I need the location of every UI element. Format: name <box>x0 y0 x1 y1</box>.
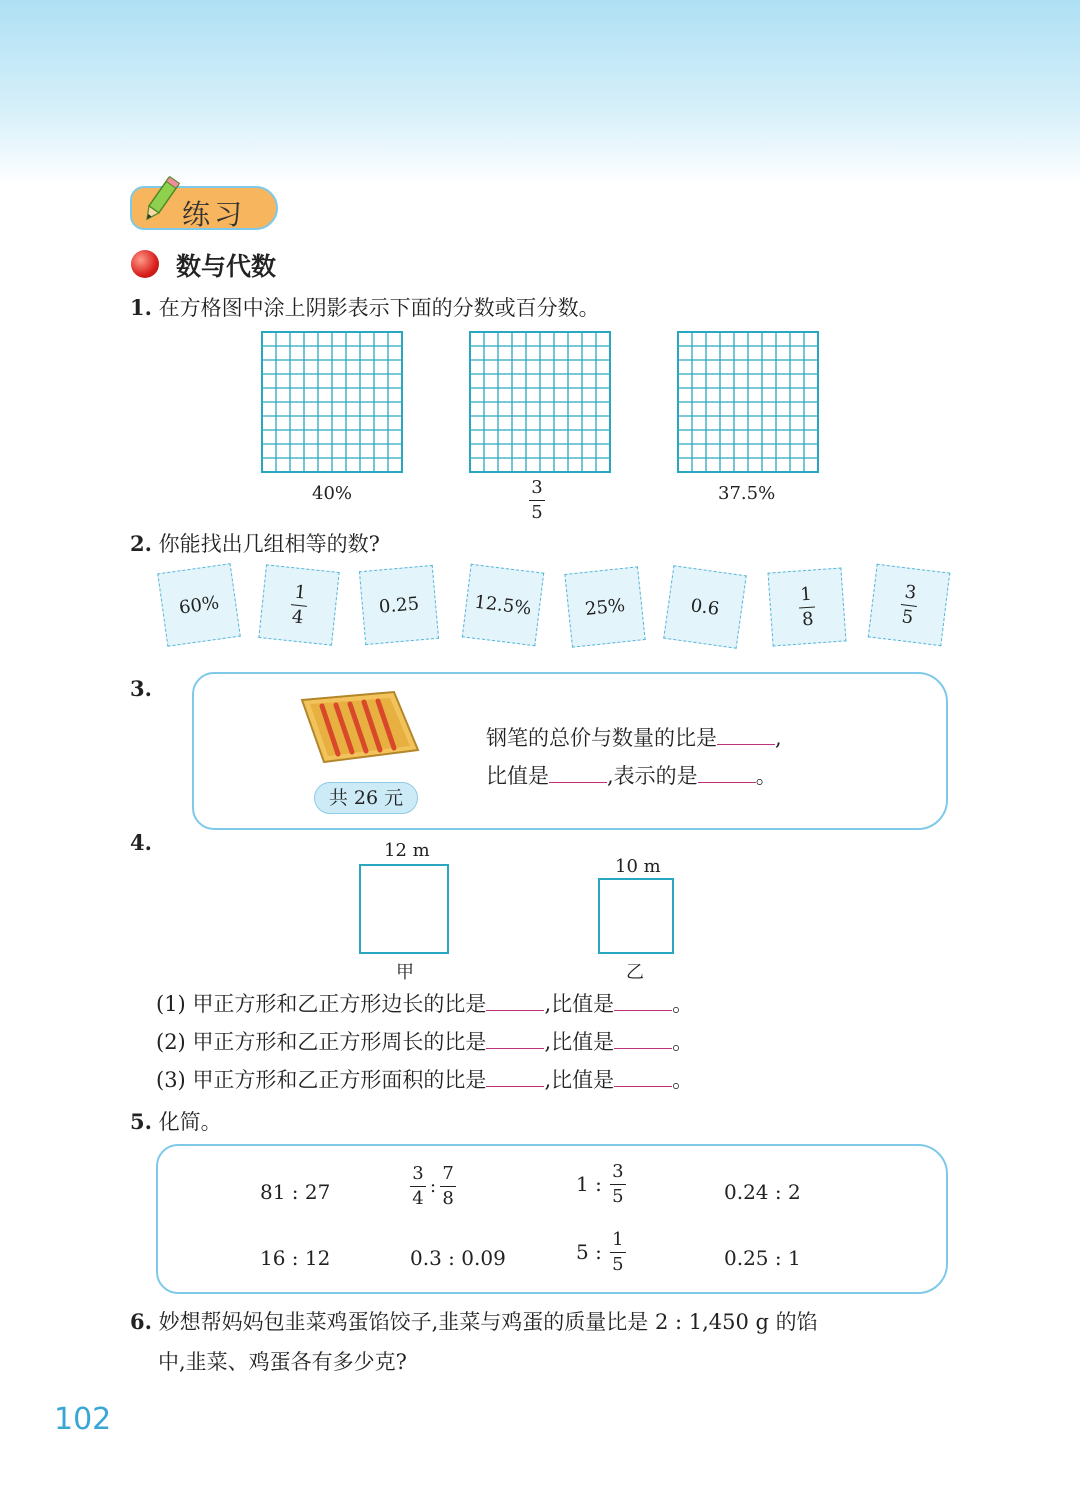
square-yi-label: 乙 <box>626 962 644 983</box>
frac-denominator: 8 <box>442 1187 454 1209</box>
number-card[interactable] <box>663 565 747 649</box>
item-index: (3) <box>156 1068 186 1092</box>
answer-blank[interactable] <box>486 992 544 1011</box>
q3-line2-text-b: ,表示的是 <box>607 764 698 788</box>
hundred-grid-2[interactable] <box>468 330 612 474</box>
answer-blank[interactable] <box>717 726 775 745</box>
ratio-item[interactable]: 81 : 27 <box>260 1180 331 1204</box>
grid3-label: 37.5% <box>718 483 776 504</box>
frac-numerator: 1 <box>799 583 813 606</box>
frac-numerator: 3 <box>903 581 918 604</box>
item-text-mid: ,比值是 <box>544 1068 615 1092</box>
square-yi <box>598 878 674 954</box>
frac-numerator: 3 <box>612 1161 624 1182</box>
q5-prompt: 化简。 <box>158 1110 222 1134</box>
frac-denominator: 4 <box>290 605 305 628</box>
q3-number: 3. <box>130 676 152 701</box>
q2-prompt: 你能找出几组相等的数? <box>158 532 380 556</box>
q6-text: 妙想帮妈妈包韭菜鸡蛋馅饺子,韭菜与鸡蛋的质量比是 2 : 1,450 g 的馅 <box>158 1310 818 1334</box>
ratio-prefix: 1 : <box>576 1172 602 1197</box>
ratio-item[interactable]: 0.24 : 2 <box>724 1180 801 1204</box>
frac-numerator: 3 <box>531 477 543 498</box>
answer-blank[interactable] <box>486 1030 544 1049</box>
square-jia <box>359 864 449 954</box>
number-card[interactable] <box>359 565 439 645</box>
frac-denominator: 5 <box>900 605 915 629</box>
q4-item-1 <box>156 988 693 1018</box>
card-value: 25% <box>583 594 626 620</box>
item-index: (1) <box>156 992 186 1016</box>
price-tag: 共 26 元 <box>314 782 418 814</box>
grid2-label <box>529 478 545 523</box>
item-text: 甲正方形和乙正方形周长的比是 <box>192 1030 487 1054</box>
frac-numerator: 7 <box>442 1163 454 1184</box>
punct: 。 <box>672 1030 694 1054</box>
square-yi-side: 10 m <box>615 856 661 877</box>
ratio-item[interactable] <box>576 1230 626 1275</box>
q6-line2: 中,韭菜、鸡蛋各有多少克? <box>158 1350 407 1374</box>
section-title: 数与代数 <box>176 252 277 281</box>
q3-line1-text: 钢笔的总价与数量的比是 <box>486 726 717 750</box>
ratio-item[interactable] <box>576 1162 626 1207</box>
item-text: 甲正方形和乙正方形面积的比是 <box>192 1068 487 1092</box>
q6-line1 <box>130 1306 818 1336</box>
hundred-grid-3[interactable] <box>676 330 820 474</box>
ratio-prefix: 5 : <box>576 1240 602 1265</box>
frac-numerator: 3 <box>412 1163 424 1184</box>
frac-denominator: 5 <box>612 1185 624 1207</box>
answer-blank[interactable] <box>614 992 672 1011</box>
frac-numerator: 1 <box>612 1229 624 1250</box>
q5-number: 5. <box>130 1109 152 1134</box>
q3-line2 <box>486 760 777 790</box>
frac-denominator: 4 <box>412 1187 424 1209</box>
punct: 。 <box>755 764 777 788</box>
answer-blank[interactable] <box>486 1068 544 1087</box>
q3-line2-text: 比值是 <box>486 764 549 788</box>
number-card[interactable] <box>258 564 339 645</box>
q4-number: 4. <box>130 830 152 855</box>
ratio-item[interactable]: 0.25 : 1 <box>724 1246 801 1270</box>
number-card[interactable] <box>768 568 847 647</box>
answer-blank[interactable] <box>614 1030 672 1049</box>
pen-box-icon <box>298 688 422 768</box>
q5-panel <box>156 1144 948 1294</box>
card-value: 60% <box>177 591 221 619</box>
ratio-item[interactable]: 0.3 : 0.09 <box>410 1246 506 1270</box>
ratio-item[interactable]: $\frac{3}{4}$ : $\frac{7}{8}$ <box>410 1164 456 1209</box>
punct: 。 <box>672 992 694 1016</box>
q4-item-3 <box>156 1064 693 1094</box>
number-card[interactable] <box>157 563 241 647</box>
q3-line1 <box>486 722 782 752</box>
answer-blank[interactable] <box>614 1068 672 1087</box>
q4-item-2 <box>156 1026 693 1056</box>
q6-number: 6. <box>130 1309 152 1334</box>
q2-text <box>130 528 380 558</box>
grid1-label: 40% <box>312 483 353 504</box>
hundred-grid-1[interactable] <box>260 330 404 474</box>
frac-denominator: 5 <box>612 1253 624 1275</box>
item-text: 甲正方形和乙正方形边长的比是 <box>192 992 487 1016</box>
answer-blank[interactable] <box>549 764 607 783</box>
frac-denominator: 8 <box>801 608 815 630</box>
pencil-icon <box>138 176 184 226</box>
answer-blank[interactable] <box>698 764 756 783</box>
item-index: (2) <box>156 1030 186 1054</box>
header-band <box>0 0 1080 185</box>
number-card[interactable] <box>462 564 544 646</box>
item-text-mid: ,比值是 <box>544 1030 615 1054</box>
square-jia-side: 12 m <box>384 840 430 861</box>
page-number: 102 <box>54 1402 112 1437</box>
punct: , <box>775 726 782 750</box>
card-value: 0.6 <box>689 594 721 620</box>
number-card[interactable] <box>868 564 950 646</box>
square-jia-label: 甲 <box>396 962 414 983</box>
card-value: 0.25 <box>378 592 420 618</box>
section-bullet-icon <box>131 250 159 278</box>
ratio-item[interactable]: 16 : 12 <box>260 1246 331 1270</box>
q1-number: 1. <box>130 295 152 320</box>
badge-label: 练习 <box>182 198 247 231</box>
q1-text <box>130 292 600 322</box>
number-card[interactable] <box>564 566 645 647</box>
punct: 。 <box>672 1068 694 1092</box>
q2-number: 2. <box>130 531 152 556</box>
frac-numerator: 1 <box>293 581 308 604</box>
q5-text <box>130 1106 222 1136</box>
q1-prompt: 在方格图中涂上阴影表示下面的分数或百分数。 <box>158 296 600 320</box>
item-text-mid: ,比值是 <box>544 992 615 1016</box>
frac-denominator: 5 <box>531 501 543 523</box>
card-value: 12.5% <box>473 591 533 619</box>
